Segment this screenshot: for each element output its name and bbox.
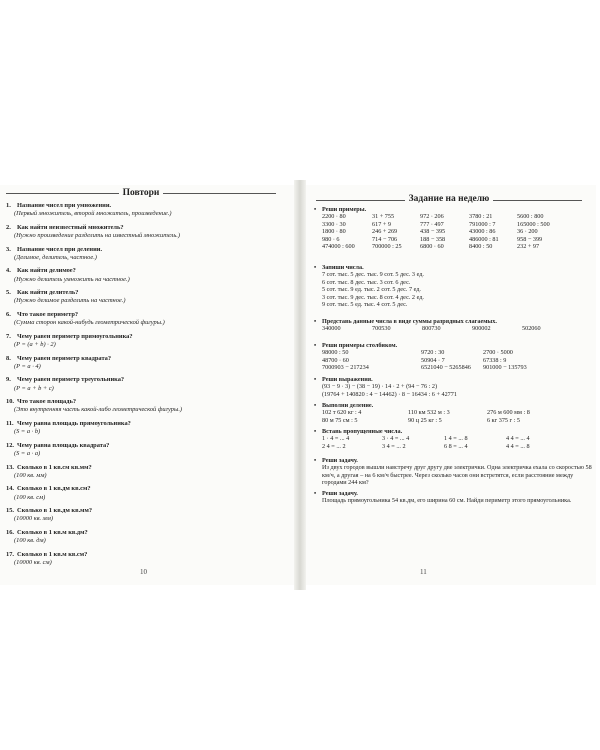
column-example-cell: 98000 : 50 — [322, 349, 349, 357]
answer-text: (P = a + b + c) — [14, 384, 54, 392]
columns-grid — [314, 349, 596, 371]
question-item — [6, 551, 294, 567]
example-cell: 438 − 395 — [420, 228, 446, 236]
answer-text: (100 кв. дм) — [14, 537, 46, 545]
example-cell: 791000 : 7 — [469, 220, 496, 228]
question-item — [6, 442, 294, 458]
book-spine — [294, 180, 306, 590]
question-number: 4. — [6, 267, 11, 275]
question-text: Что такое площадь? — [17, 398, 77, 406]
example-cell: 3300 · 30 — [322, 220, 346, 228]
answer-text: (Нужно делитель умножить на частное.) — [14, 275, 130, 283]
example-cell: 3780 : 21 — [469, 213, 493, 221]
answer-text: (Делимое, делитель, частное.) — [14, 253, 97, 261]
answer-text: (100 кв. см) — [14, 493, 46, 501]
insert-cell: 1 4 = ... 8 — [444, 435, 468, 443]
example-cell: 980 · 6 — [322, 235, 340, 243]
example-cell: 486000 : 81 — [469, 235, 499, 243]
division-cell: 80 м 75 см : 5 — [322, 416, 358, 424]
example-cell: 31 + 755 — [372, 213, 395, 221]
question-number: 14. — [6, 485, 14, 493]
question-number: 5. — [6, 289, 11, 297]
column-example-cell: 6521040 − 5265846 — [421, 364, 471, 372]
task-title: Реши задачу. — [322, 457, 358, 464]
question-item — [6, 398, 294, 414]
example-cell: 246 + 269 — [372, 228, 398, 236]
division-cell: 276 м 600 мм : 8 — [487, 409, 530, 417]
answer-text: (Первый множитель, второй множитель, произведение.) — [14, 210, 172, 218]
problem-text: Площадь прямоугольника 54 кв.дм, его ширина 60 см. Найди периметр этого прямоугольника. — [322, 497, 572, 505]
question-number: 16. — [6, 529, 14, 536]
example-cell: 700000 : 25 — [372, 243, 402, 251]
question-text: Сколько в 1 кв.см кв.мм? — [17, 463, 92, 471]
number-line: 7 сот. тыс. 5 дес. тыс. 9 сот. 5 дес. 3 ед. — [322, 271, 424, 279]
question-text: Название чисел при умножении. — [17, 202, 112, 209]
example-cell: 1800 · 80 — [322, 228, 346, 236]
insert-cell: 4 4 = ... 8 — [506, 442, 530, 450]
task-problem-2: • Реши задачу. Площадь прямоугольника 54 кв.дм, его ширина 60 см. Найди периметр этого прямоугольника. — [314, 490, 596, 505]
number-line: 9 сот. тыс. 5 ед. тыс. 4 сот. 5 дес. — [322, 301, 408, 309]
insert-cell: 4 4 = ... 4 — [506, 435, 530, 443]
question-number: 3. — [6, 245, 11, 253]
column-example-cell: 48700 · 60 — [322, 356, 349, 364]
column-example-cell: 901000 − 135793 — [483, 364, 527, 372]
question-item — [6, 507, 294, 523]
question-item — [6, 420, 294, 436]
example-cell: 8400 : 50 — [469, 243, 493, 251]
question-number: 1. — [6, 202, 11, 209]
question-number: 7. — [6, 332, 11, 340]
answer-text: (Сумма сторон какой-нибудь геометрической фигуры.) — [14, 319, 165, 327]
answer-text: (Нужно произведение разделить на известный множитель.) — [14, 232, 180, 239]
problem-text: Из двух городов вышли навстречу друг другу две электрички. Одна электричка ехала со скоростью 58 км/ч, а другая – на 6 км/ч быстрее. Через сколько часов они встретятся, если расстояние между городами 244 км? — [322, 464, 592, 487]
answer-text: (Это внутренняя часть какой-либо геометрической фигуры.) — [14, 406, 183, 414]
answer-text: (100 кв. мм) — [14, 471, 47, 479]
insert-cell: 6 8 = ... 4 — [444, 442, 468, 450]
question-text: Название чисел при делении. — [17, 245, 103, 253]
division-cell: 6 кг 375 г : 5 — [487, 416, 521, 424]
expression-line: (19764 + 140820 : 4 − 14462) · 8 − 16434 : 6 + 42771 — [322, 390, 457, 398]
example-cell: 474000 : 600 — [322, 243, 355, 251]
example-cell: 714 − 706 — [372, 235, 398, 243]
right-page-number: 11 — [420, 568, 427, 576]
task-sums: • Представь данные числа в виде суммы разрядных слагаемых. 340000 700530 800730 900002 502060 — [314, 318, 596, 333]
question-text: Как найти неизвестный множитель? — [17, 223, 124, 231]
question-item — [6, 267, 294, 283]
task-title: Реши примеры столбиком. — [322, 342, 398, 349]
division-grid — [314, 409, 596, 424]
answer-text: (10000 кв. см) — [14, 559, 52, 566]
answer-text: (S = a · b) — [14, 428, 41, 436]
question-text: Как найти делитель? — [17, 289, 79, 297]
task-columns: • Реши примеры столбиком. 98000 : 50 9720 : 30 2700 · 5000 48700 · 60 50904 · 7 67338 : 9 7000903 − 217234 6521040 − 5265846 901000 − 135793 — [314, 342, 596, 372]
insert-cell: 1 · 4 = ... 4 — [322, 435, 350, 443]
question-text: Как найти делимое? — [17, 267, 76, 275]
division-cell: 102 т 620 кг : 4 — [322, 409, 362, 417]
question-text: Что такое периметр? — [17, 311, 79, 318]
number-cell: 340000 — [322, 325, 341, 333]
example-cell: 165000 : 500 — [517, 220, 550, 228]
question-item — [6, 246, 294, 262]
question-text: Чему равен периметр прямоугольника? — [17, 332, 133, 340]
question-text: Сколько в 1 кв.дм кв.мм? — [17, 507, 93, 515]
question-item — [6, 289, 294, 305]
column-example-cell: 9720 : 30 — [421, 349, 445, 357]
number-cell: 502060 — [522, 325, 541, 333]
task-title: Реши примеры. — [322, 206, 367, 213]
task-title: Вставь пропущенные числа. — [322, 428, 403, 435]
question-number: 11. — [6, 420, 14, 427]
task-title: Выполни деление. — [322, 402, 374, 409]
column-example-cell: 2700 · 5000 — [483, 349, 513, 357]
question-item — [6, 355, 294, 371]
question-number: 13. — [6, 463, 14, 471]
task-title: Представь данные числа в виде суммы разрядных слагаемых. — [322, 318, 497, 325]
example-cell: 777 · 497 — [420, 220, 444, 228]
question-text: Сколько в 1 кв.дм кв.см? — [17, 485, 91, 493]
left-page-title: Повтори — [119, 188, 164, 198]
task-division: • Выполни деление. 102 т 620 кг : 4 110 км 532 м : 3 276 м 600 мм : 8 80 м 75 см : 5 90 ц 25 кг : 5 6 кг 375 г : 5 — [314, 402, 596, 424]
question-item — [6, 485, 294, 501]
task-problem-1: • Реши задачу. Из двух городов вышли навстречу друг другу две электрички. Одна электричка ехала со скоростью 58 км/ч, а другая – на 6 км/ч быстрее. Через сколько часов они встретятся, если расстояние между городами 244 км? — [314, 457, 596, 487]
number-line: 5 сот. тыс. 9 ед. тыс. 2 сот. 5 дес. 7 ед. — [322, 286, 421, 294]
task-title: Реши выражения. — [322, 376, 373, 383]
example-cell: 5600 : 800 — [517, 213, 544, 221]
question-item — [6, 224, 294, 240]
task-expressions: • Реши выражения. (93 − 9 · 3) − (38 − 19) · 14 · 2 + (94 − 76 : 2) (19764 + 140820 : 4 − 14462) · 8 − 16434 : 6 + 42771 — [314, 376, 596, 398]
column-example-cell: 67338 : 9 — [483, 356, 507, 364]
task-write-numbers: • Запиши числа. 7 сот. тыс. 5 дес. тыс. 9 сот. 5 дес. 3 ед. 6 сот. тыс. 8 дес. тыс. 3 сот. 6 дес. 5 сот. тыс. 9 ед. тыс. 2 сот. 5 дес. 7 ед. 3 сот. тыс. 9 дес. тыс. 8 сот. 4 дес. 2 ед. 9 сот. тыс. 5 ед. тыс. 4 сот. 5 дес. — [314, 264, 596, 308]
question-text: Чему равна площадь прямоугольника? — [17, 420, 131, 427]
question-number: 8. — [6, 354, 11, 362]
question-number: 6. — [6, 311, 11, 318]
column-example-cell: 50904 · 7 — [421, 356, 445, 364]
insert-cell: 3 4 = ... 2 — [382, 442, 406, 450]
example-cell: 972 · 206 — [420, 213, 444, 221]
task-title: Запиши числа. — [322, 264, 364, 271]
task-insert: • Вставь пропущенные числа. 1 · 4 = ... 4 3 · 4 = ... 4 1 4 = ... 8 4 4 = ... 4 2 4 = ... 2 3 4 = ... 2 6 8 = ... 4 4 4 = ... 8 — [314, 428, 596, 450]
example-cell: 36 · 200 — [517, 228, 538, 236]
examples-grid — [314, 213, 596, 250]
number-cell: 700530 — [372, 325, 391, 333]
number-line: 6 сот. тыс. 8 дес. тыс. 3 сот. 6 дес. — [322, 278, 411, 286]
question-item — [6, 529, 294, 545]
write-numbers-list — [314, 271, 596, 308]
question-item — [6, 376, 294, 392]
answer-text: (Нужно делимое разделить на частное.) — [14, 297, 126, 305]
insert-cell: 3 · 4 = ... 4 — [382, 435, 410, 443]
number-line: 3 сот. тыс. 9 дес. тыс. 8 сот. 4 дес. 2 ед. — [322, 293, 424, 301]
question-text: Сколько в 1 кв.м кв.см? — [17, 550, 88, 558]
expressions-list — [314, 383, 596, 398]
example-cell: 188 − 358 — [420, 235, 446, 243]
answer-text: (P = a · 4) — [14, 362, 41, 370]
question-text: Чему равна площадь квадрата? — [17, 441, 110, 449]
question-number: 17. — [6, 550, 14, 558]
question-number: 10. — [6, 398, 14, 406]
answer-text: (P = (a + b) · 2) — [14, 341, 56, 348]
question-text: Чему равен периметр треугольника? — [17, 376, 125, 384]
insert-cell: 2 4 = ... 2 — [322, 442, 346, 450]
example-cell: 958 − 399 — [517, 235, 543, 243]
division-cell: 110 км 532 м : 3 — [408, 409, 450, 417]
task-title: Реши задачу. — [322, 490, 358, 497]
number-cell: 900002 — [472, 325, 491, 333]
right-page-title: Задание на неделю — [405, 194, 494, 204]
example-cell: 43000 : 86 — [469, 228, 496, 236]
question-item — [6, 202, 294, 218]
question-item — [6, 311, 294, 327]
example-cell: 232 + 97 — [517, 243, 540, 251]
answer-text: (10000 кв. мм) — [14, 515, 53, 523]
question-item — [6, 464, 294, 480]
question-text: Сколько в 1 кв.м кв.дм? — [17, 529, 88, 536]
question-number: 15. — [6, 507, 14, 515]
task-examples: • Реши примеры. 2200 · 80 31 + 755 972 · 206 3780 : 21 5600 : 800 3300 · 30 617 + 9 777 · 497 791000 : 7 165000 : 500 1800 · 80 246 + 269 438 − 395 43000 : 86 36 · 200 980 · 6 714 − 706 188 − 358 486000 : 81 958 − 399 474000 : 600 700000 : 25 6800 · 60 8400 : 50 232 + 97 — [314, 206, 596, 250]
question-number: 12. — [6, 441, 14, 449]
example-cell: 6800 · 60 — [420, 243, 444, 251]
example-cell: 617 + 9 — [372, 220, 391, 228]
expression-line: (93 − 9 · 3) − (38 − 19) · 14 · 2 + (94 − 76 : 2) — [322, 383, 438, 391]
column-example-cell: 7000903 − 217234 — [322, 364, 369, 372]
example-cell: 2200 · 80 — [322, 213, 346, 221]
number-cell: 800730 — [422, 325, 441, 333]
question-item — [6, 333, 294, 349]
question-number: 2. — [6, 223, 11, 231]
question-number: 9. — [6, 376, 11, 384]
answer-text: (S = a · a) — [14, 450, 41, 457]
division-cell: 90 ц 25 кг : 5 — [408, 416, 442, 424]
sums-grid — [314, 325, 596, 332]
left-page-number: 10 — [140, 568, 147, 576]
question-text: Чему равен периметр квадрата? — [17, 354, 112, 362]
insert-grid — [314, 435, 596, 450]
